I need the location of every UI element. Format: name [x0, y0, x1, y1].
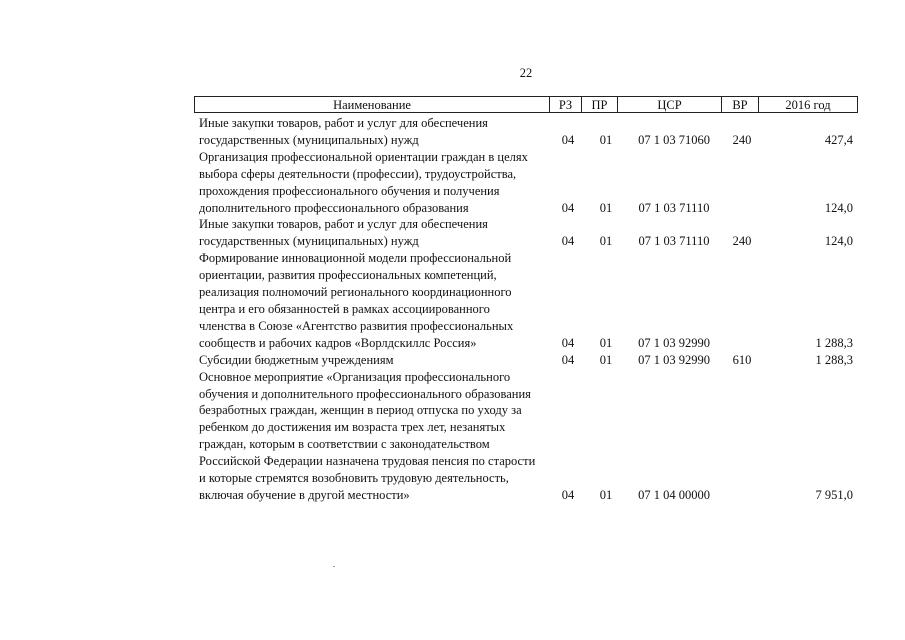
- row-csr: 07 1 03 71110: [638, 200, 710, 215]
- row-name-line: безработных граждан, женщин в период отпуска по уходу за: [199, 403, 522, 418]
- row-vr: 240: [732, 132, 752, 147]
- row-rz: 04: [561, 335, 575, 350]
- row-sum: 427,4: [824, 132, 853, 147]
- row-rz: 04: [561, 132, 575, 147]
- row-name-line: Иные закупки товаров, работ и услуг для обеспечения: [199, 217, 488, 232]
- row-csr: 07 1 03 71060: [638, 132, 710, 147]
- row-sum: 1 288,3: [815, 335, 853, 350]
- header-rz: РЗ: [549, 97, 581, 112]
- header-vr: ВР: [721, 97, 758, 112]
- row-name: [199, 149, 549, 217]
- header-year: 2016 год: [758, 97, 857, 112]
- row-name-line: ориентации, развития профессиональных компетенций,: [199, 268, 497, 283]
- row-name-line: реализация полномочий регионального координационного: [199, 285, 512, 300]
- row-csr: 07 1 04 00000: [638, 487, 710, 502]
- row-name-line: включая обучение в другой местности»: [199, 487, 410, 502]
- header-csr: ЦСР: [617, 97, 721, 112]
- row-name-line: Иные закупки товаров, работ и услуг для обеспечения: [199, 116, 488, 130]
- row-sum: 124,0: [824, 200, 853, 215]
- row-pr: 01: [599, 487, 613, 502]
- row-vr: 610: [732, 352, 752, 367]
- row-name: [199, 115, 549, 149]
- row-rz: 04: [561, 487, 575, 502]
- row-sum: 1 288,3: [815, 352, 853, 367]
- table-row: [0, 250, 905, 351]
- header-pr: ПР: [581, 97, 617, 112]
- row-sum: 7 951,0: [815, 487, 853, 502]
- row-name-line: Основное мероприятие «Организация профессионального: [199, 369, 511, 384]
- table-row: [0, 149, 905, 217]
- table-row: [0, 115, 905, 149]
- row-name-line: центра и его обязанностей в рамках ассоциированного: [199, 301, 490, 316]
- row-name: [199, 216, 549, 250]
- row-name-line: Субсидии бюджетным учреждениям: [199, 352, 394, 367]
- scan-speck: [333, 566, 335, 567]
- row-pr: 01: [599, 234, 613, 249]
- row-rz: 04: [561, 352, 575, 367]
- table-header: [194, 96, 858, 113]
- row-name-line: Формирование инновационной модели профессиональной: [199, 251, 512, 266]
- table-body: [0, 115, 905, 504]
- row-csr: 07 1 03 92990: [638, 335, 710, 350]
- page-number: 22: [519, 66, 533, 80]
- row-name-line: членства в Союзе «Агентство развития профессиональных: [199, 318, 514, 333]
- row-pr: 01: [599, 200, 613, 215]
- row-rz: 04: [561, 200, 575, 215]
- row-csr: 07 1 03 71110: [638, 234, 710, 249]
- row-name: [199, 369, 549, 504]
- row-name-line: сообществ и рабочих кадров «Ворлдскиллс Россия»: [199, 335, 477, 350]
- row-pr: 01: [599, 352, 613, 367]
- row-name-line: ребенком до достижения им возраста трех лет, незанятых: [199, 420, 506, 435]
- row-name-line: государственных (муниципальных) нужд: [199, 234, 419, 249]
- row-name-line: государственных (муниципальных) нужд: [199, 132, 419, 147]
- table-row: [0, 352, 905, 369]
- row-name: [199, 352, 549, 369]
- row-name-line: Российской Федерации назначена трудовая пенсия по старости: [199, 454, 536, 469]
- table-row: [0, 216, 905, 250]
- row-vr: 240: [732, 234, 752, 249]
- row-name-line: граждан, которым в соответствии с законодательством: [199, 437, 490, 452]
- row-name-line: Организация профессиональной ориентации граждан в целях: [199, 149, 528, 164]
- row-rz: 04: [561, 234, 575, 249]
- row-name-line: и которые стремятся возобновить трудовую деятельность,: [199, 471, 509, 486]
- header-name: Наименование: [333, 98, 411, 112]
- row-csr: 07 1 03 92990: [638, 352, 710, 367]
- row-name-line: дополнительного профессионального образования: [199, 200, 469, 215]
- row-pr: 01: [599, 335, 613, 350]
- row-name-line: прохождения профессионального обучения и получения: [199, 183, 500, 198]
- table-row: [0, 369, 905, 504]
- row-name: [199, 250, 549, 351]
- row-pr: 01: [599, 132, 613, 147]
- row-name-line: обучения и дополнительного профессионального образования: [199, 386, 531, 401]
- row-name-line: выбора сферы деятельности (профессии), трудоустройства,: [199, 166, 517, 181]
- row-sum: 124,0: [824, 234, 853, 249]
